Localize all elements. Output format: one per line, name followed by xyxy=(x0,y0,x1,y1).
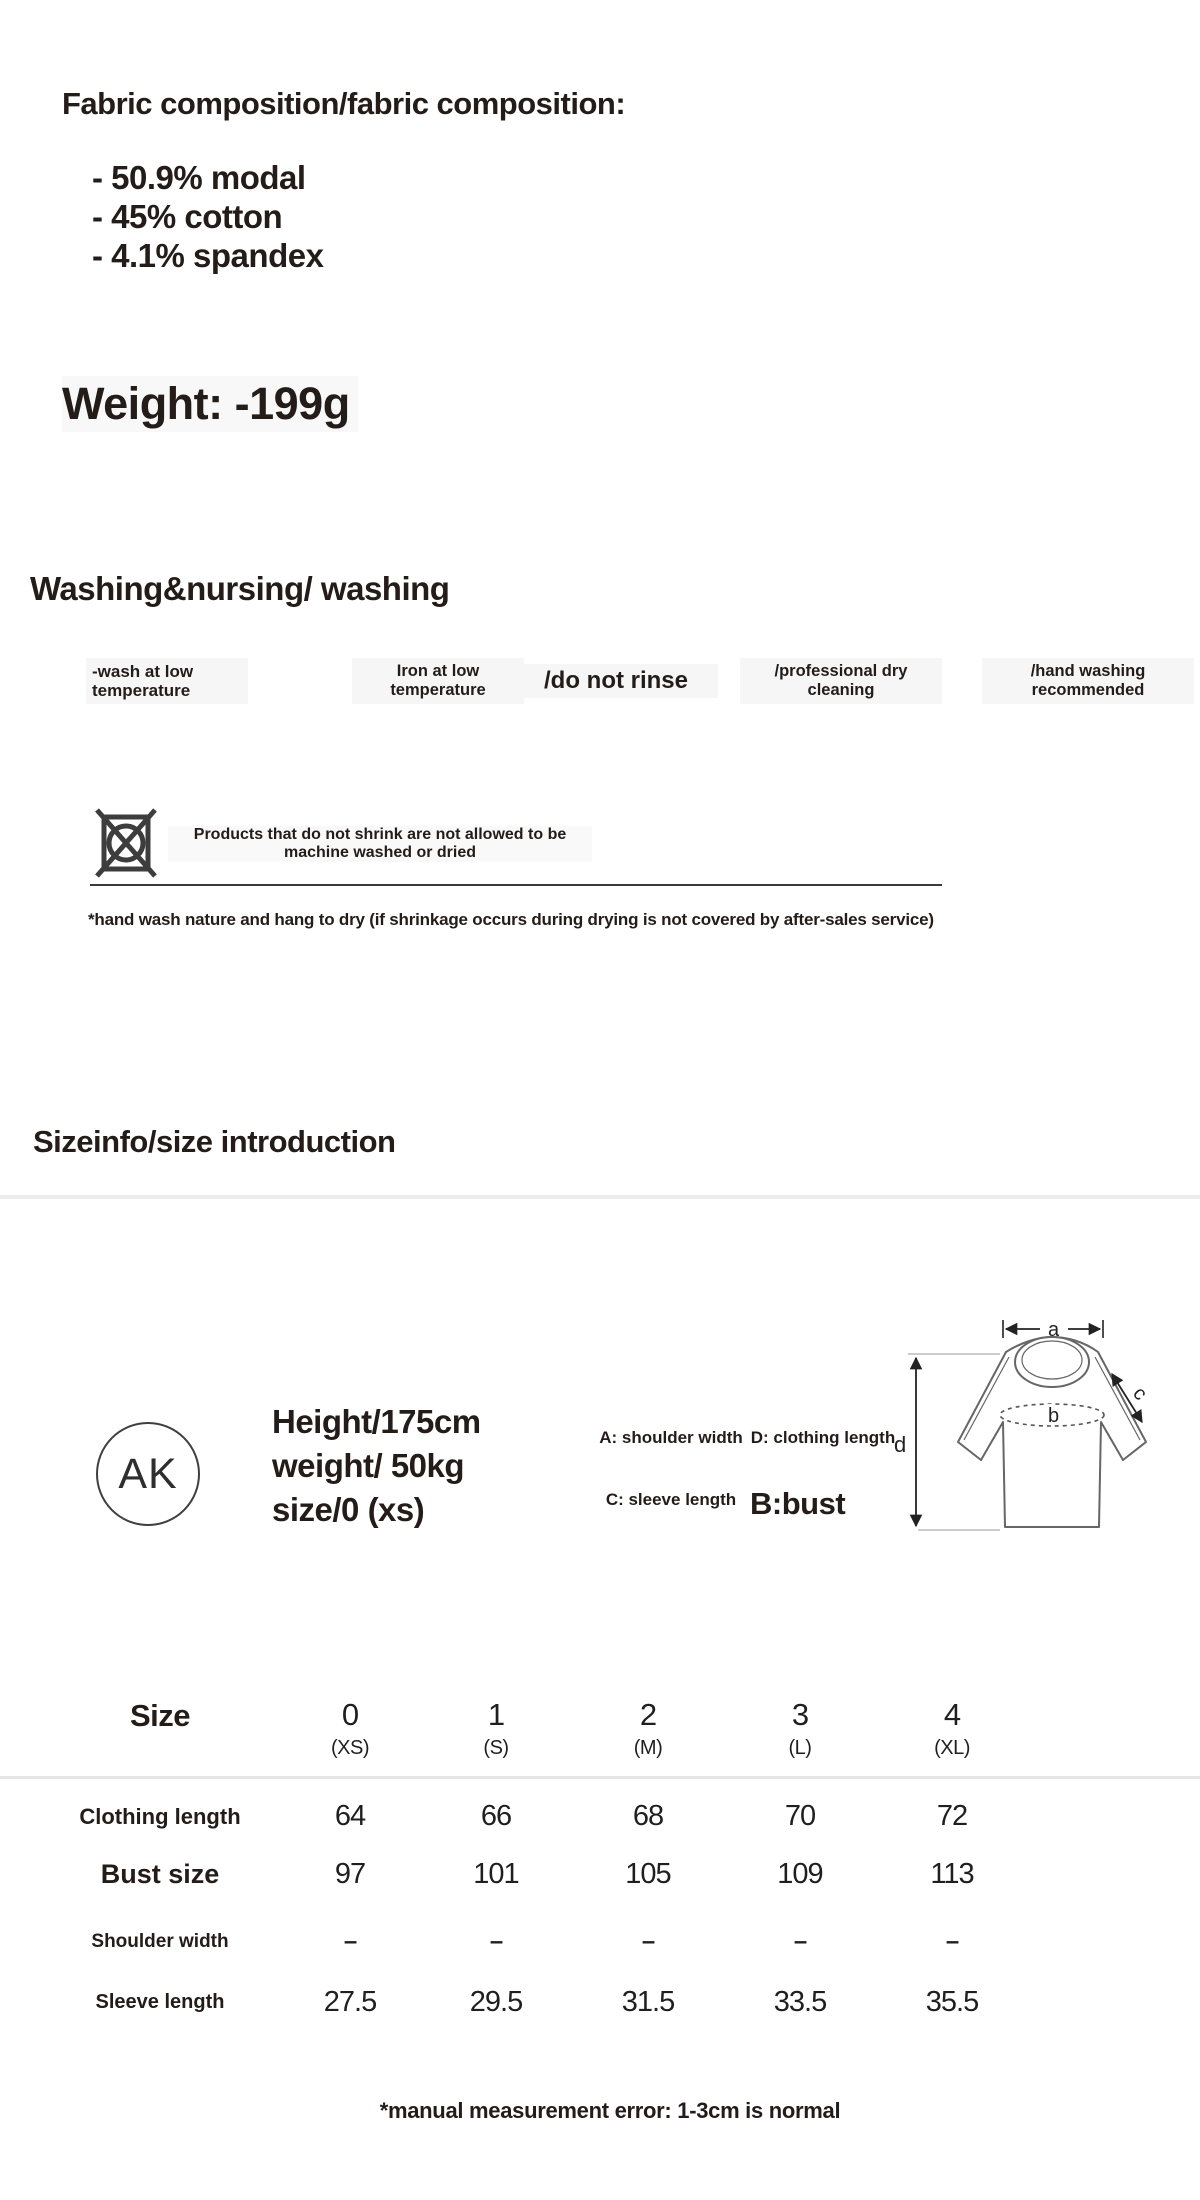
washing-heading: Washing&nursing/ washing xyxy=(30,570,450,607)
hand-wash-note: *hand wash nature and hang to dry (if shrinkage occurs during drying is not covered by after-sales service) xyxy=(88,910,934,929)
size-col-1: 1 (S) xyxy=(483,1697,509,1759)
table-header-divider xyxy=(0,1776,1200,1779)
size-col-4: 4 (XL) xyxy=(934,1697,970,1759)
section-divider xyxy=(0,1195,1200,1199)
diagram-letter-b: b xyxy=(1048,1405,1060,1427)
size-col-2: 2 (M) xyxy=(633,1697,663,1759)
shrink-warning-text: Products that do not shrink are not allowed to be machine washed or dried xyxy=(168,826,592,862)
size-col-0: 0 (XS) xyxy=(331,1697,369,1759)
measurement-error-note: *manual measurement error: 1-3cm is normal xyxy=(379,2098,841,2123)
shrink-warning-underline xyxy=(90,884,942,886)
size-header-label: Size xyxy=(129,1698,191,1733)
legend-sleeve-length: C: sleeve length xyxy=(605,1490,737,1509)
table-row-sleeve-length: Sleeve length 27.5 29.5 31.5 33.5 35.5 xyxy=(95,1986,979,2018)
diagram-letter-c: c xyxy=(1128,1382,1152,1405)
table-row-bust-size: Bust size 97 101 105 109 113 xyxy=(100,1858,974,1890)
size-col-3: 3 (L) xyxy=(788,1697,812,1759)
wash-label-dry-cleaning: /professional dry cleaning xyxy=(740,658,942,704)
diagram-letter-d: d xyxy=(894,1432,907,1457)
table-row-shoulder-width: Shoulder width – – – – – xyxy=(91,1928,959,1955)
model-weight: weight/ 50kg xyxy=(272,1447,465,1484)
fabric-composition-heading: Fabric composition/fabric composition: xyxy=(62,86,626,121)
legend-clothing-length: D: clothing length xyxy=(750,1428,896,1447)
wash-label-low-temp-wash: -wash at low temperature xyxy=(86,658,248,704)
sizeinfo-heading: Sizeinfo/size introduction xyxy=(33,1124,396,1159)
fabric-item-modal: - 50.9% modal xyxy=(92,159,306,196)
fabric-item-spandex: - 4.1% spandex xyxy=(92,237,324,274)
legend-shoulder-width: A: shoulder width xyxy=(599,1428,743,1447)
brand-badge: AK xyxy=(96,1422,200,1526)
fabric-item-cotton: - 45% cotton xyxy=(92,198,283,235)
wash-label-hand-washing: /hand washing recommended xyxy=(982,658,1194,704)
model-size: size/0 (xs) xyxy=(272,1491,425,1528)
do-not-machine-wash-icon xyxy=(95,808,157,883)
wash-label-do-not-rinse: /do not rinse xyxy=(514,664,718,698)
legend-bust: B:bust xyxy=(750,1486,846,1521)
model-stats xyxy=(272,1400,481,1532)
table-row-clothing-length: Clothing length 64 66 68 70 72 xyxy=(79,1800,968,1832)
weight-heading: Weight: -199g xyxy=(62,376,358,432)
tshirt-measurement-diagram xyxy=(888,1312,1188,1577)
fabric-composition-list xyxy=(92,158,323,275)
wash-label-iron-low: Iron at low temperature xyxy=(352,658,524,704)
diagram-letter-a: a xyxy=(1048,1319,1060,1341)
size-table-header xyxy=(40,1698,1030,1760)
model-height: Height/175cm xyxy=(272,1403,481,1440)
